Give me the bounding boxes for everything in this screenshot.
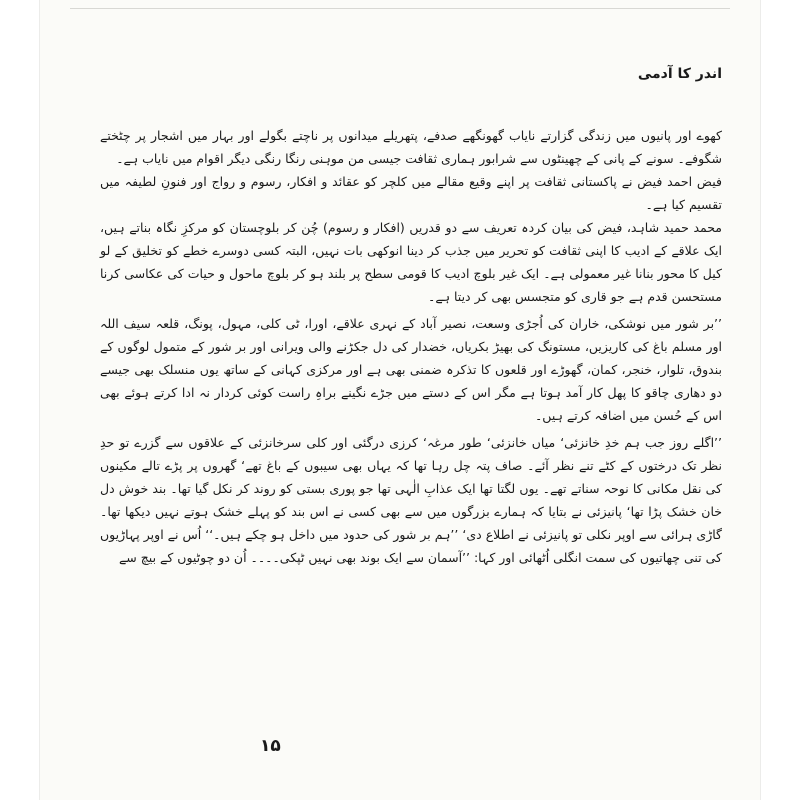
running-title: اندر کا آدمی xyxy=(637,66,722,82)
paragraph: فیض احمد فیض نے پاکستانی ثقافت پر اپنے وقیع مقالے میں کلچر کو عقائد و افکار، رسوم و رواج اور فنونِ لطیفہ میں تقسیم کیا ہے۔ xyxy=(100,174,722,212)
paragraph: کھوے اور پانیوں میں زندگی گزارتے نایاب گھونگھے صدفے، پتھریلے میدانوں پر ناچتے بگولے اور بہار میں اشجار پر چٹختے شگوفے۔ سونے کے پانی کے چھینٹوں سے شرابور ہماری ثقافت جیسی من موہنی رنگا رنگی دیگر اقوام میں نایاب ہے۔ xyxy=(100,128,722,166)
body-text xyxy=(100,124,722,569)
quoted-paragraph: ’’بر شور میں نوشکی، خاران کی اُجڑی وسعت، نصیر آباد کے نہری علاقے، اورا، ٹی کلی، مہول، پونگ، قلعہ سیف اللہ اور مسلم باغ کی کاریزیں، مستونگ کی بھیڑ بکریاں، خضدار کی دل جکڑنے والی ویرانی اور بر شور کے متمول لوگوں کے بندوق، تلوار، خنجر، کمان، گھوڑے اور قلعوں کا تذکرہ ضمنی بھی ہے اور مرکزی کہانی کے ساتھ یوں منسلک بھی جیسے دو دھاری چاقو کا پھل کار آمد ہوتا ہے مگر اس کے دستے میں جڑے نگینے براہِ راست کوئی کردار نہ ادا کرتے ہوئے بھی اس کے حُسن میں اضافہ کرتے ہیں۔ xyxy=(100,316,722,423)
page-number: ۱۵ xyxy=(260,736,281,756)
top-edge-rule xyxy=(70,8,730,9)
quoted-paragraph: ’’اگلے روز جب ہم خدِ خانزئی‘ میاں خانزئی‘ طور مرغہ‘ کرزی درگئی اور کلی سرخانزئی کے علاقوں سے گزرے تو حدِ نظر تک درختوں کے کٹے تنے نظر آئے۔ صاف پتہ چل رہا تھا کہ یہاں بھی سیبوں کے باغ تھے‘ گھروں پر پڑے تالے مکینوں کی نقل مکانی کا نوحہ سناتے تھے۔ یوں لگتا تھا ایک عذابِ الٰہی تھا جو پوری بستی کو روند کر نکل گیا تھا۔ بند خوش دل خان خشک پڑا تھا‘ پانیزئی نے بتایا کہ ہمارے بزرگوں میں سے بھی کسی نے اس بند کو پہلے خشک ہوتے نہیں دیکھا تھا۔ گاڑی ہرائی سے اوپر نکلی تو پانیزئی نے اطلاع دی‘ ’’ہم بر شور کی حدود میں داخل ہو چکے ہیں۔‘‘ اُس نے اوپر پہاڑیوں کی تنی چھاتیوں کی سمت انگلی اُٹھائی اور کہا: ’’آسمان سے ایک بوند بھی نہیں ٹپکی۔۔۔۔ اُن دو چوٹیوں کے بیچ سے xyxy=(100,435,722,565)
paragraph: محمد حمید شاہد، فیض کی بیان کردہ تعریف سے دو قدریں (افکار و رسوم) چُن کر بلوچستان کو مرکزِ نگاہ بناتے ہیں، ایک علاقے کے ادیب کا اپنی ثقافت کو تحریر میں جذب کر دینا انوکھی بات نہیں، البتہ کسی دوسرے خطے کو تخلیق کے لو کیل کا محور بنانا غیر معمولی ہے۔ ایک غیر بلوچ ادیب کا قومی سطح پر بلند ہو کر بلوچ ماحول و حیات کی عکاسی کرنا مستحسن قدم ہے جو قاری کو متجسس بھی کر دیتا ہے۔ xyxy=(100,220,722,304)
book-page xyxy=(40,0,760,800)
